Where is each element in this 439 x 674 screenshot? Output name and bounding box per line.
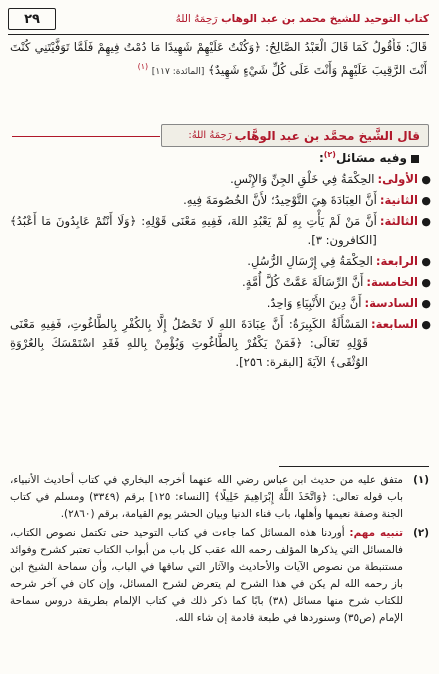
footnote-rule [279,466,429,467]
section-honorific: رَحِمَهُ اللهُ: [188,130,232,141]
square-bullet-icon [411,155,419,163]
header-rule [8,34,429,35]
item-label: الثالثة: [379,214,418,228]
fihi-colon: : [318,151,324,165]
item-label: السادسة: [364,296,418,310]
bullet-icon: ● [421,318,431,331]
intro-text: قَالَ: فَأَقُولُ كَمَا قَالَ الْعَبْدُ الصَّالِحُ: ﴿وَكُنْتُ عَلَيْهِمْ شَهِيدًا مَا دُمْتُ فِيهِمْ فَلَمَّا تَوَفَّيْتَنِي كُنْتَ أَنْتَ الرَّقِيبَ عَلَيْهِمْ وَأَنْتَ عَلَى كُلِّ شَيْءٍ شَهِيدٌ﴾ [10,40,427,77]
item-text: الحِكْمَةُ فِي خَلْقِ الجِنِّ وَالإِنْسِ. [230,172,375,186]
item-text: أَنَّ الرِّسَالَةَ عَمَّتْ كُلَّ أُمَّةٍ. [242,275,364,289]
list-item [10,273,431,292]
footnote-label: تنبيه مهم: [349,527,403,539]
footnote-body [10,525,403,627]
running-title-text: كتاب التوحيد للشيخ محمد بن عبد الوهاب [221,13,429,25]
item-label: الخامسة: [366,275,418,289]
footnote [10,472,429,523]
item-label: الرابعة: [375,254,418,268]
item-text: الحِكْمَةُ فِي إِرْسَالِ الرُّسُلِ. [247,254,373,268]
fihi-heading [319,150,419,165]
issues-list [10,170,431,374]
bullet-icon: ● [421,255,431,268]
footnote-text: أوردنا هذه المسائل كما جاءت في كتاب التوحيد حتى تكتمل نصوص الكتاب، فالمسائل التي يذكرها المؤلف رحمه الله عقب كل باب من أبواب الكتاب تعتبر كشرح وفوائد مستنبطة من نصوص الآيات والأحاديث والآثار التي ساقها في الباب، وأن سماحة الشيخ ابن باز رحمه الله لم يكن في هذا الشرح لم يتعرض لشرح المسائل، وإن كان في آخر شرحه للكتاب شرح منها مسائل (٣٨) بابًا كما ذكر ذلك في كتاب الإلمام بطريقة دروس سماحة الإمام (ص٣٥) وسنوردها في طبعة قادمة إن شاء الله. [10,527,403,624]
item-text: المَسْأَلَةُ الكَبِيرَةُ: أَنَّ عِبَادَةَ اللهِ لَا تَحْصُلُ إِلَّا بِالكُفْرِ بِالطَّاغُوتِ، فَفِيهِ مَعْنَى قَوْلِهِ تَعَالَى: ﴿فَمَنْ يَكْفُرْ بِالطَّاغُوتِ وَيُؤْمِنْ بِاللهِ فَقَدِ اسْتَمْسَكَ بِالعُرْوَةِ الوُثْقَى﴾ الآيَةَ [البقرة: ٢٥٦]. [10,317,368,369]
list-item [10,212,431,250]
fihi-text: وفيه مسَائل [335,151,407,165]
item-label: الأولى: [377,172,418,186]
item-label: الثانية: [379,193,418,207]
bullet-icon: ● [421,194,431,207]
item-text: أَنَّ مَنْ لَمْ يَأْتِ بِهِ لَمْ يَعْبُدِ اللهَ، فَفِيهِ مَعْنَى قَوْلِهِ: ﴿وَلَا أَنْتُمْ عَابِدُونَ مَا أَعْبُدُ﴾ [الكافرون: ٣]. [10,214,377,247]
running-title [176,13,429,25]
footnote-number: (٢) [413,527,429,539]
list-item [10,294,431,313]
list-item [10,170,431,189]
bullet-icon: ● [421,276,431,289]
running-title-honorific: رَحِمَهُ اللهُ [175,13,218,25]
bullet-icon: ● [421,173,431,186]
item-text: أَنَّ دِينَ الأَنْبِيَاءِ وَاحِدٌ. [266,296,362,310]
item-text: أَنَّ العِبَادَةَ هِيَ التَّوْحِيدُ؛ لأَنَّ الخُصُومَةَ فِيهِ. [183,193,377,207]
footnote [10,525,429,627]
footnote-text: متفق عليه من حديث ابن عباس رضي الله عنهما أخرجه البخاري في كتاب أحاديث الأنبياء، باب قوله تعالى: ﴿وَاتَّخَذَ اللَّهُ إِبْرَاهِيمَ خَلِيلًا﴾ [النساء: ١٢٥] برقم (٣٣٤٩) ومسلم في كتاب الجنة وصفة نعيمها وأهلها، باب فناء الدنيا وبيان الحشر يوم القيامة، برقم (٢٨٦٠). [10,474,403,520]
item-label: السابعة: [370,317,418,331]
section-title: قال الشَّيخ محمَّد بن عبد الوهَّاب [234,128,420,143]
list-item [10,191,431,210]
intro-footnote-mark: (١) [137,62,149,71]
fihi-footnote-mark: (٢) [323,150,336,159]
intro-paragraph [10,38,427,106]
bullet-icon: ● [421,215,431,228]
intro-ref: [المائدة: ١١٧] [151,66,205,77]
page-header [8,6,429,32]
list-item [10,252,431,271]
section-heading [161,124,429,147]
list-item [10,315,431,372]
footnotes [10,472,429,629]
page-number: ٢٩ [8,8,56,30]
bullet-icon: ● [421,297,431,310]
footnote-number: (١) [413,474,429,486]
